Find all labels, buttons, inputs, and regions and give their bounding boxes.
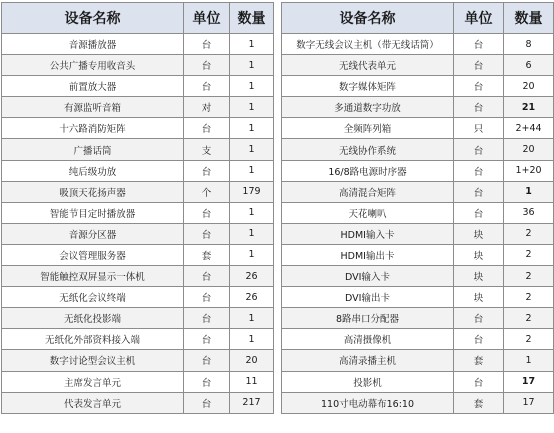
table-row (2, 308, 274, 329)
equipment-table-right (281, 2, 554, 414)
cell-qty: 2 (504, 244, 554, 265)
table-row (2, 55, 274, 76)
header-name: 设备名称 (2, 3, 184, 34)
cell-unit: 块 (454, 223, 504, 244)
table-row (282, 181, 554, 202)
cell-qty: 179 (230, 181, 274, 202)
cell-name: 前置放大器 (2, 76, 184, 97)
cell-qty: 1 (504, 181, 554, 202)
cell-unit: 台 (184, 392, 230, 413)
table-row (282, 118, 554, 139)
table-row (282, 329, 554, 350)
cell-name: 高清录播主机 (282, 350, 454, 371)
cell-name: 投影机 (282, 371, 454, 392)
table-header-row (2, 3, 274, 34)
cell-name: 数字无线会议主机（带无线话筒） (282, 34, 454, 55)
cell-name: 主席发言单元 (2, 371, 184, 392)
cell-qty: 2 (504, 266, 554, 287)
table-row (2, 350, 274, 371)
cell-unit: 支 (184, 139, 230, 160)
table-row (282, 244, 554, 265)
cell-unit: 块 (454, 244, 504, 265)
cell-qty: 1 (230, 202, 274, 223)
cell-name: 无纸化外部资料接入端 (2, 329, 184, 350)
cell-name: 智能节目定时播放器 (2, 202, 184, 223)
cell-qty: 1 (504, 350, 554, 371)
cell-name: 无纸化投影端 (2, 308, 184, 329)
cell-name: 无线协作系统 (282, 139, 454, 160)
table-row (2, 329, 274, 350)
cell-qty: 17 (504, 371, 554, 392)
cell-unit: 块 (454, 287, 504, 308)
cell-unit: 台 (184, 287, 230, 308)
cell-unit: 台 (454, 97, 504, 118)
cell-unit: 台 (184, 223, 230, 244)
table-row (2, 371, 274, 392)
table-row (282, 76, 554, 97)
cell-unit: 台 (454, 55, 504, 76)
equipment-table-right-body (282, 34, 554, 414)
cell-qty: 6 (504, 55, 554, 76)
cell-name: 多通道数字功放 (282, 97, 454, 118)
cell-name: 高清混合矩阵 (282, 181, 454, 202)
table-row (282, 308, 554, 329)
cell-unit: 个 (184, 181, 230, 202)
cell-name: 音源播放器 (2, 34, 184, 55)
table-row (2, 202, 274, 223)
cell-unit: 台 (454, 202, 504, 223)
cell-name: 8路串口分配器 (282, 308, 454, 329)
cell-qty: 1 (230, 329, 274, 350)
header-unit: 单位 (454, 3, 504, 34)
cell-name: 纯后级功放 (2, 160, 184, 181)
cell-unit: 块 (454, 266, 504, 287)
table-row (2, 181, 274, 202)
table-row (282, 160, 554, 181)
cell-qty: 1 (230, 244, 274, 265)
header-qty: 数量 (504, 3, 554, 34)
cell-qty: 1 (230, 308, 274, 329)
table-row (282, 34, 554, 55)
cell-unit: 台 (184, 308, 230, 329)
cell-name: 音源分区器 (2, 223, 184, 244)
table-row (2, 34, 274, 55)
cell-qty: 17 (504, 392, 554, 413)
cell-unit: 台 (454, 34, 504, 55)
cell-qty: 1 (230, 34, 274, 55)
cell-unit: 台 (184, 34, 230, 55)
table-row (282, 350, 554, 371)
table-row (2, 223, 274, 244)
table-row (282, 97, 554, 118)
table-row (2, 244, 274, 265)
cell-qty: 8 (504, 34, 554, 55)
cell-name: 全频阵列箱 (282, 118, 454, 139)
table-row (2, 139, 274, 160)
table-row (282, 55, 554, 76)
cell-unit: 套 (454, 350, 504, 371)
cell-unit: 台 (184, 202, 230, 223)
cell-qty: 217 (230, 392, 274, 413)
cell-unit: 台 (454, 160, 504, 181)
table-row (2, 118, 274, 139)
cell-name: 110寸电动幕布16:10 (282, 392, 454, 413)
cell-name: 数字媒体矩阵 (282, 76, 454, 97)
cell-name: DVI输入卡 (282, 266, 454, 287)
table-header-row (282, 3, 554, 34)
cell-unit: 台 (184, 371, 230, 392)
cell-qty: 1 (230, 223, 274, 244)
cell-unit: 台 (454, 371, 504, 392)
table-row (2, 287, 274, 308)
cell-qty: 2 (504, 308, 554, 329)
cell-name: 代表发言单元 (2, 392, 184, 413)
cell-unit: 套 (184, 244, 230, 265)
equipment-table-left (1, 2, 274, 414)
cell-unit: 台 (184, 266, 230, 287)
cell-name: 公共广播专用收音头 (2, 55, 184, 76)
cell-qty: 2 (504, 223, 554, 244)
cell-qty: 26 (230, 266, 274, 287)
table-row (282, 139, 554, 160)
cell-qty: 20 (230, 350, 274, 371)
cell-unit: 台 (454, 76, 504, 97)
cell-name: HDMI输出卡 (282, 244, 454, 265)
cell-qty: 1 (230, 118, 274, 139)
cell-unit: 台 (184, 350, 230, 371)
cell-unit: 只 (454, 118, 504, 139)
cell-name: 广播话筒 (2, 139, 184, 160)
cell-qty: 21 (504, 97, 554, 118)
cell-unit: 台 (184, 160, 230, 181)
cell-unit: 台 (454, 139, 504, 160)
header-name: 设备名称 (282, 3, 454, 34)
cell-qty: 1 (230, 97, 274, 118)
cell-unit: 台 (184, 55, 230, 76)
cell-unit: 套 (454, 392, 504, 413)
cell-qty: 36 (504, 202, 554, 223)
cell-unit: 台 (184, 118, 230, 139)
cell-name: 无纸化会议终端 (2, 287, 184, 308)
cell-name: 高清摄像机 (282, 329, 454, 350)
table-row (282, 266, 554, 287)
cell-name: 吸顶天花扬声器 (2, 181, 184, 202)
table-row (282, 287, 554, 308)
cell-qty: 1 (230, 160, 274, 181)
cell-qty: 2 (504, 287, 554, 308)
table-row (2, 160, 274, 181)
table-row (2, 392, 274, 413)
cell-qty: 1 (230, 139, 274, 160)
table-row (282, 371, 554, 392)
cell-qty: 20 (504, 139, 554, 160)
cell-qty: 1 (230, 76, 274, 97)
cell-unit: 台 (454, 181, 504, 202)
cell-unit: 台 (454, 329, 504, 350)
cell-qty: 20 (504, 76, 554, 97)
cell-name: DVI输出卡 (282, 287, 454, 308)
table-row (282, 202, 554, 223)
table-row (2, 97, 274, 118)
cell-name: 无线代表单元 (282, 55, 454, 76)
cell-name: 智能触控双屏显示一体机 (2, 266, 184, 287)
cell-unit: 台 (454, 308, 504, 329)
header-qty: 数量 (230, 3, 274, 34)
table-row (282, 392, 554, 413)
header-unit: 单位 (184, 3, 230, 34)
table-row (2, 76, 274, 97)
cell-unit: 台 (184, 76, 230, 97)
cell-qty: 1 (230, 55, 274, 76)
cell-unit: 对 (184, 97, 230, 118)
cell-qty: 11 (230, 371, 274, 392)
cell-name: 十六路消防矩阵 (2, 118, 184, 139)
table-row (282, 223, 554, 244)
cell-name: 天花喇叭 (282, 202, 454, 223)
cell-name: 有源监听音箱 (2, 97, 184, 118)
cell-qty: 2+44 (504, 118, 554, 139)
cell-name: HDMI输入卡 (282, 223, 454, 244)
cell-qty: 2 (504, 329, 554, 350)
equipment-table-left-body (2, 34, 274, 414)
cell-name: 数字讨论型会议主机 (2, 350, 184, 371)
cell-qty: 26 (230, 287, 274, 308)
cell-unit: 台 (184, 329, 230, 350)
cell-name: 16/8路电源时序器 (282, 160, 454, 181)
cell-name: 会议管理服务器 (2, 244, 184, 265)
cell-qty: 1+20 (504, 160, 554, 181)
table-row (2, 266, 274, 287)
